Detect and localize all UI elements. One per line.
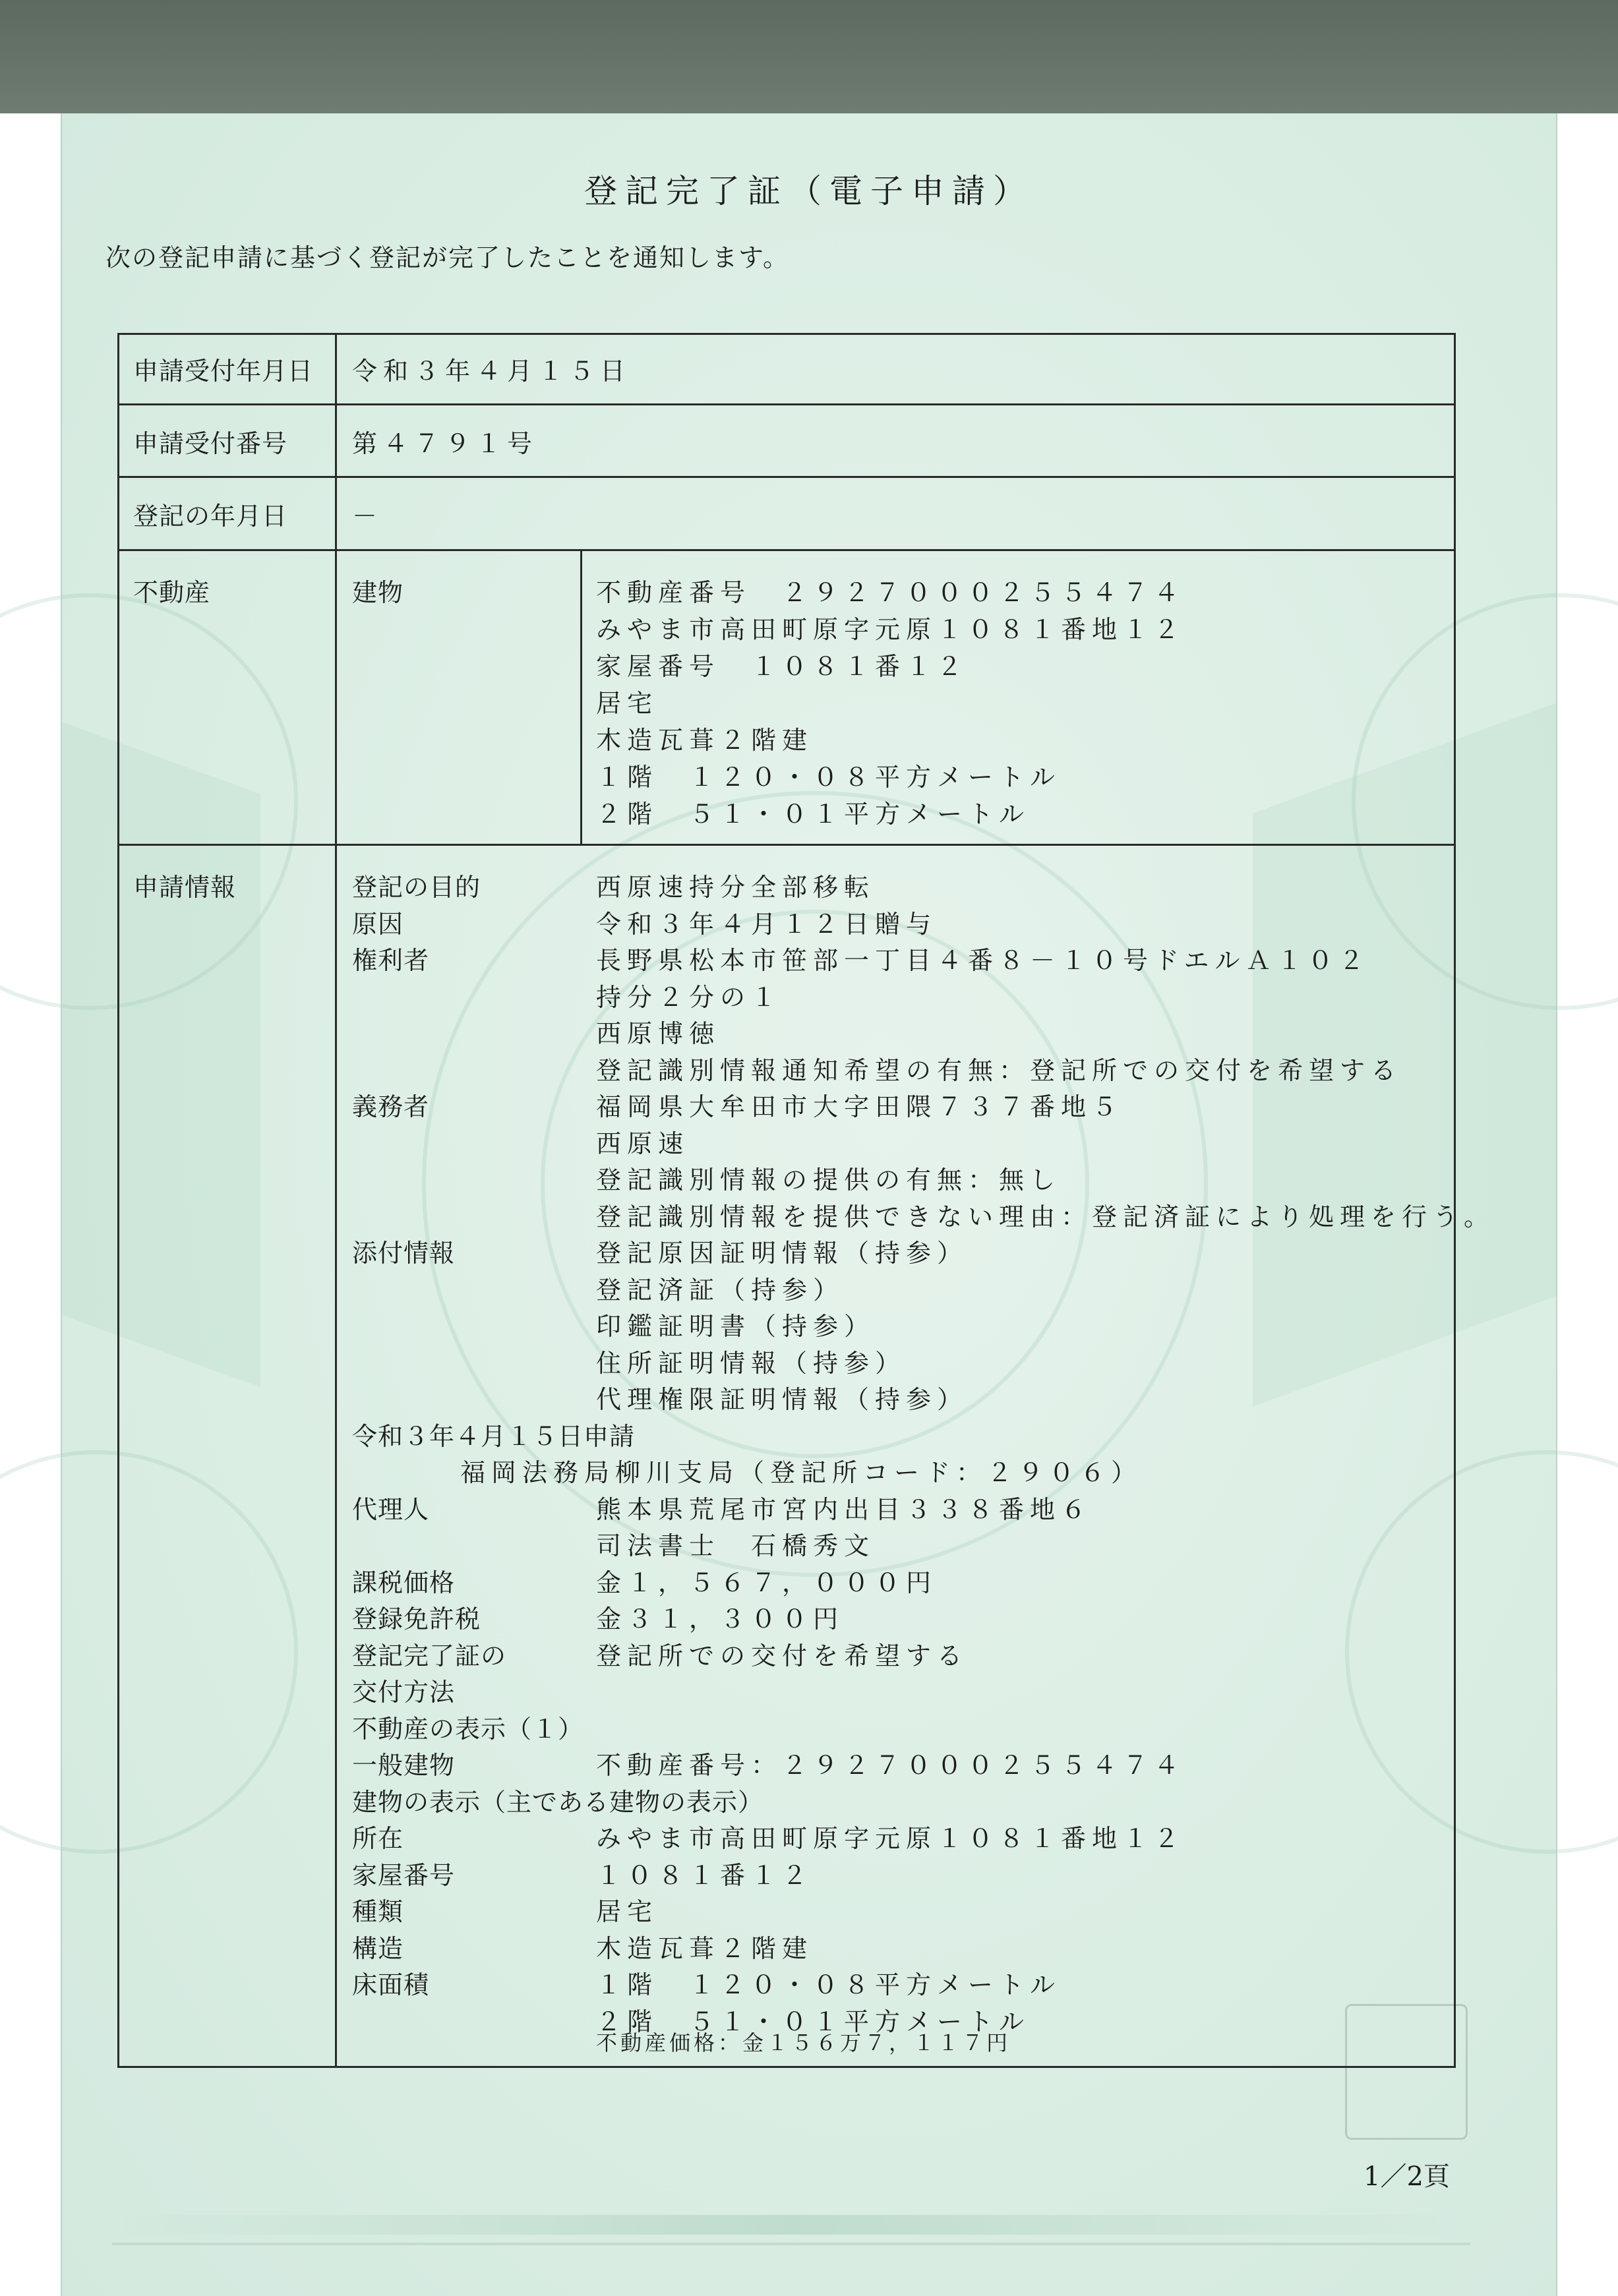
application-key: 代理人 [352,1495,430,1524]
application-value: 木造瓦葺２階建 [596,1934,814,1963]
application-value: 登記原因証明情報（持参） [596,1239,969,1268]
application-value: 登記済証（持参） [596,1276,845,1305]
application-value: 居宅 [596,1897,659,1926]
application-value: 金３１，３００円 [596,1604,845,1634]
application-value: ２階 ５１・０１平方メートル [596,2007,1031,2036]
row-value-receipt-date: 令和３年４月１５日 [352,357,632,386]
property-line: １階 １２０・０８平方メートル [596,763,1062,792]
property-line: 木造瓦葺２階建 [596,726,814,755]
application-value: 令和３年４月１２日贈与 [596,910,938,939]
application-value: １階 １２０・０８平方メートル [596,1970,1062,1999]
row-divider [117,549,1456,551]
application-value: 福岡法務局柳川支局（登記所コード：２９０６） [460,1458,1143,1487]
application-key: 床面積 [352,1970,430,1999]
application-value: 登記識別情報の提供の有無：無し [596,1165,1062,1194]
page-number: 1／2頁 [1363,2162,1450,2192]
property-line: ２階 ５１・０１平方メートル [596,800,1031,829]
application-value: 住所証明情報（持参） [596,1349,907,1378]
application-key: 構造 [352,1934,404,1963]
application-value: 印鑑証明書（持参） [596,1312,876,1341]
application-key: 原因 [352,910,404,939]
application-value: 西原速 [596,1129,690,1158]
property-sub-label: 建物 [352,578,404,607]
application-key: 登記の目的 [352,873,481,902]
application-value: 西原速持分全部移転 [596,873,876,902]
property-line: 家屋番号 １０８１番１２ [596,652,969,681]
property-line: 不動産番号 ２９２７０００２５５４７４ [596,578,1185,607]
property-label: 不動産 [133,578,211,607]
application-key: 一般建物 [352,1751,456,1780]
application-value: 登記識別情報を提供できない理由：登記済証により処理を行う。 [596,1202,1495,1231]
application-value: 熊本県荒尾市宮内出目３３８番地６ [596,1495,1093,1524]
application-key: 建物の表示（主である建物の表示） [352,1788,764,1817]
application-value: 登記識別情報通知希望の有無：登記所での交付を希望する [596,1056,1402,1085]
row-value-registration-date: － [352,502,378,531]
application-value: 金１，５６７，０００円 [596,1568,938,1597]
document-title: 登記完了証（電子申請） [584,172,1034,210]
application-key: 所在 [352,1824,404,1853]
application-value: 長野県松本市笹部一丁目４番８－１０号ドエルＡ１０２ [596,946,1370,975]
application-value: 福岡県大牟田市大字田隈７３７番地５ [596,1092,1124,1121]
scanner-top-bar [0,0,1618,113]
application-label: 申請情報 [133,873,237,902]
row-divider [117,844,1456,846]
application-key: 添付情報 [352,1239,456,1268]
application-key: 課税価格 [352,1568,456,1597]
application-key: 交付方法 [352,1678,456,1707]
application-key: 種類 [352,1897,404,1926]
application-value: 司法書士 石橋秀文 [596,1531,876,1560]
application-value: みやま市高田町原字元原１０８１番地１２ [596,1824,1185,1853]
intro-text: 次の登記申請に基づく登記が完了したことを通知します。 [105,243,789,272]
row-divider [117,403,1456,405]
row-label-receipt-number: 申請受付番号 [133,429,288,458]
property-line: みやま市高田町原字元原１０８１番地１２ [596,615,1185,644]
row-value-receipt-number: 第４７９１号 [352,429,539,458]
application-value: 不動産番号：２９２７０００２５５４７４ [596,1751,1185,1780]
row-divider [117,476,1456,478]
price-note: 不動産価格：金１５６万７，１１７円 [596,2030,1011,2055]
application-key: 家屋番号 [352,1861,456,1890]
application-key: 登記完了証の [352,1641,507,1670]
application-key: 令和３年４月１５日申請 [352,1422,636,1451]
application-key: 不動産の表示（１） [352,1715,584,1744]
column-divider [580,549,582,845]
application-key: 義務者 [352,1092,430,1121]
application-value: 西原博徳 [596,1019,721,1048]
application-key: 権利者 [352,946,430,975]
application-key: 登録免許税 [352,1604,481,1634]
row-label-receipt-date: 申請受付年月日 [133,357,314,386]
column-divider [335,333,337,2068]
application-value: １０８１番１２ [596,1861,814,1890]
application-value: 登記所での交付を希望する [596,1641,969,1670]
row-label-registration-date: 登記の年月日 [133,502,288,531]
application-value: 持分２分の１ [596,983,783,1012]
application-value: 代理権限証明情報（持参） [596,1385,969,1414]
property-line: 居宅 [596,689,659,718]
